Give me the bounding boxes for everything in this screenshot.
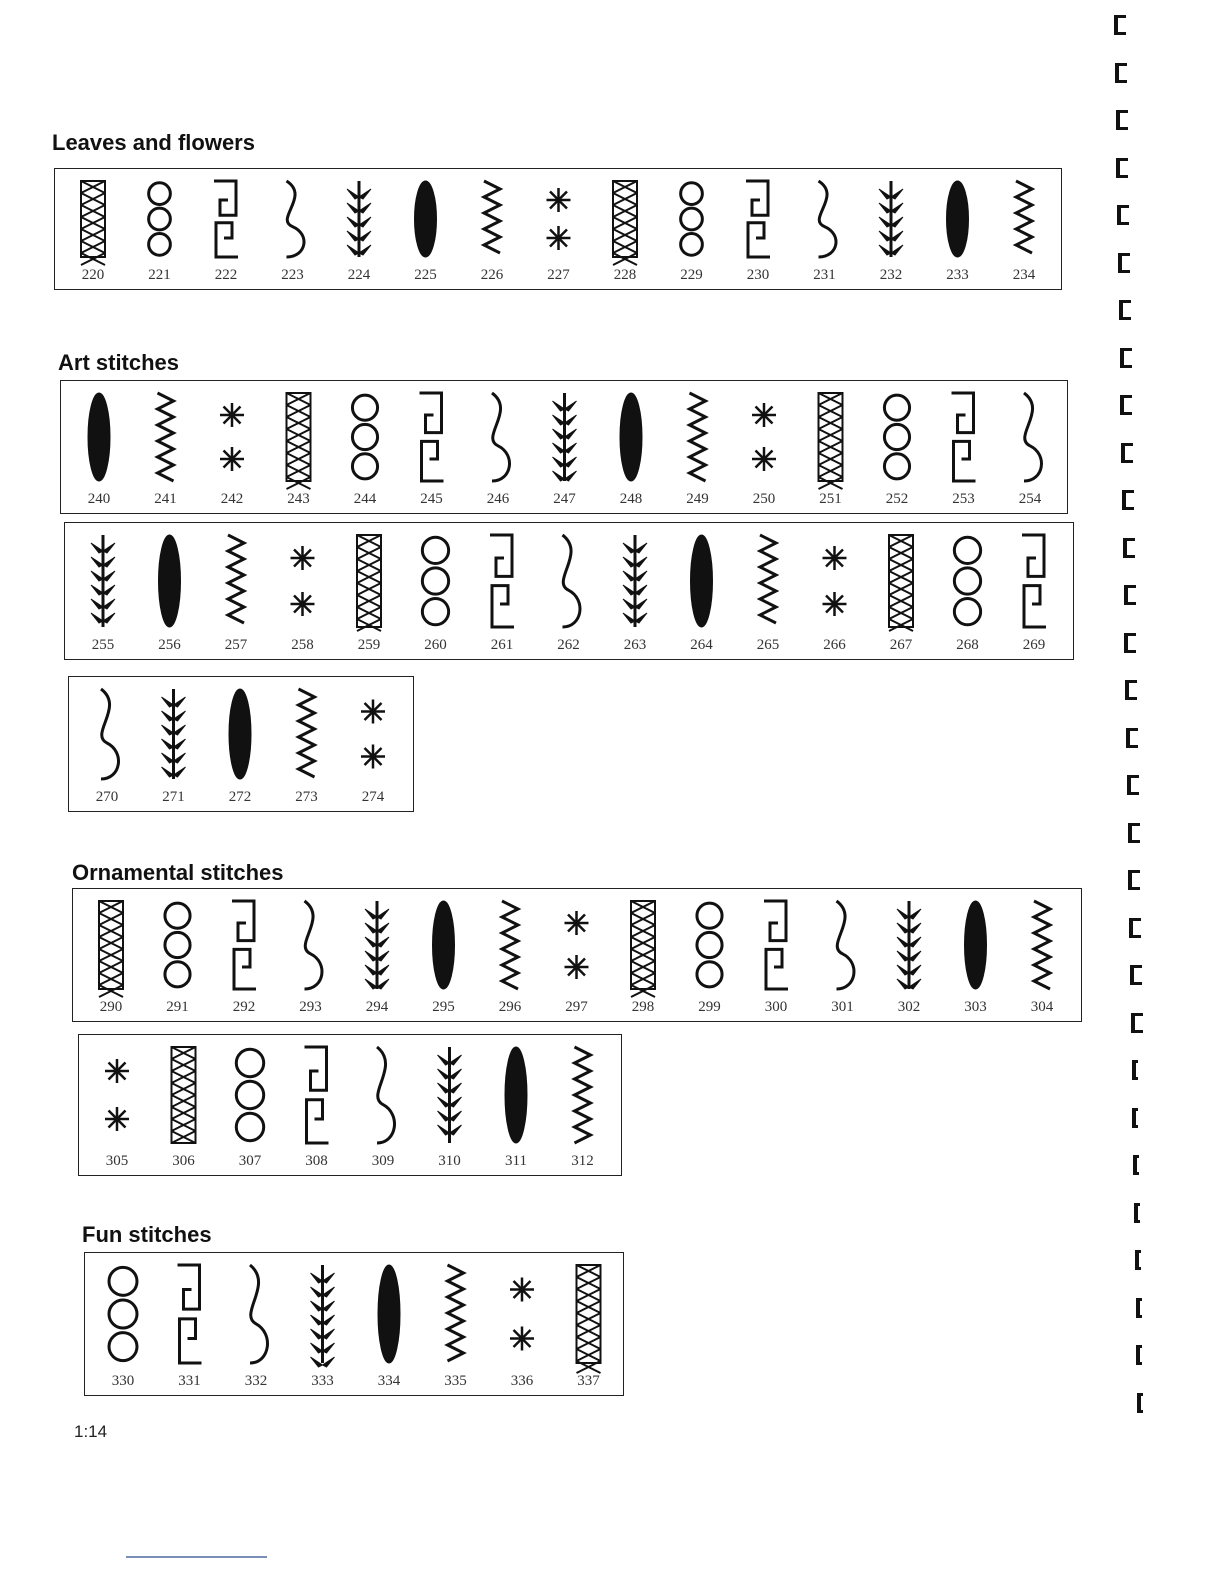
stitch-symbol-304 <box>1034 901 1050 989</box>
stitch-panel-fun <box>84 1252 624 1396</box>
stitch-symbol-221 <box>149 183 171 255</box>
stitch-symbol-226 <box>484 181 500 253</box>
stitch-number-311: 311 <box>505 1153 527 1169</box>
stitch-number-297: 297 <box>565 999 588 1015</box>
section-title-art-stitches: Art stitches <box>58 350 180 375</box>
stitch-symbol-266 <box>823 546 847 616</box>
stitch-number-240: 240 <box>87 491 111 507</box>
stitch-number-254: 254 <box>1018 491 1042 507</box>
stitch-number-232: 232 <box>879 267 903 283</box>
stitch-number-252: 252 <box>885 491 909 507</box>
stitch-symbol-306 <box>172 1047 196 1143</box>
stitch-symbol-248 <box>620 393 642 481</box>
stitch-number-330: 330 <box>111 1373 135 1389</box>
binding-mark <box>1124 585 1136 605</box>
stitch-number-230: 230 <box>746 267 770 283</box>
stitch-number-310: 310 <box>438 1153 461 1169</box>
stitch-symbol-225 <box>415 181 437 257</box>
binding-mark <box>1125 680 1137 700</box>
stitch-number-290: 290 <box>99 999 123 1015</box>
stitch-number-274: 274 <box>361 789 385 805</box>
stitch-symbol-234 <box>1016 181 1032 253</box>
stitch-number-220: 220 <box>81 267 105 283</box>
stitch-number-249: 249 <box>686 491 709 507</box>
stitch-number-256: 256 <box>158 637 181 653</box>
stitch-number-223: 223 <box>281 267 304 283</box>
stitch-symbol-271 <box>162 689 186 779</box>
stitch-symbol-274 <box>361 700 385 769</box>
binding-mark <box>1116 110 1128 130</box>
stitch-symbol-255 <box>91 535 115 627</box>
page-number: 1:14 <box>74 1422 108 1441</box>
stitch-symbol-244 <box>352 395 377 479</box>
binding-mark <box>1119 300 1131 320</box>
binding-mark <box>1121 443 1133 463</box>
stitch-number-243: 243 <box>287 491 310 507</box>
binding-mark <box>1115 63 1127 83</box>
stitch-symbol-300 <box>764 901 788 989</box>
stitch-number-268: 268 <box>956 637 979 653</box>
stitch-symbol-272 <box>229 689 251 779</box>
stitch-symbol-261 <box>490 535 514 627</box>
stitch-number-221: 221 <box>148 267 171 283</box>
stitch-symbol-223 <box>287 181 304 257</box>
stitch-number-234: 234 <box>1012 267 1036 283</box>
stitch-symbol-265 <box>760 535 776 623</box>
binding-edge-marks <box>1112 15 1152 1425</box>
stitch-symbol-251 <box>819 393 843 489</box>
stitch-symbol-292 <box>232 901 256 989</box>
stitch-symbol-222 <box>214 181 238 257</box>
stitch-number-251: 251 <box>819 491 842 507</box>
binding-mark <box>1127 775 1139 795</box>
stitch-number-305: 305 <box>105 1153 129 1169</box>
stitch-symbol-228 <box>613 181 637 265</box>
stitch-row-svg <box>69 677 413 811</box>
stitch-symbol-259 <box>357 535 381 631</box>
binding-mark <box>1135 1250 1141 1270</box>
stitch-number-291: 291 <box>166 999 189 1015</box>
stitch-number-293: 293 <box>299 999 322 1015</box>
stitch-number-337: 337 <box>577 1373 600 1389</box>
stitch-number-272: 272 <box>228 789 252 805</box>
stitch-symbol-331 <box>178 1265 202 1363</box>
stitch-number-306: 306 <box>172 1153 195 1169</box>
stitch-number-241: 241 <box>154 491 177 507</box>
stitch-number-265: 265 <box>756 637 780 653</box>
stitch-number-301: 301 <box>831 999 854 1015</box>
bottom-rule <box>126 1556 267 1558</box>
stitch-symbol-263 <box>623 535 647 627</box>
stitch-number-244: 244 <box>353 491 377 507</box>
stitch-number-292: 292 <box>232 999 256 1015</box>
stitch-row-svg <box>85 1253 623 1395</box>
stitch-number-271: 271 <box>162 789 185 805</box>
stitch-number-231: 231 <box>813 267 836 283</box>
stitch-number-257: 257 <box>224 637 248 653</box>
stitch-symbol-231 <box>819 181 836 257</box>
stitch-number-266: 266 <box>823 637 846 653</box>
stitch-number-262: 262 <box>557 637 580 653</box>
binding-mark <box>1133 1155 1139 1175</box>
stitch-number-312: 312 <box>571 1153 594 1169</box>
stitch-symbol-242 <box>220 403 244 471</box>
binding-mark <box>1117 205 1129 225</box>
stitch-number-255: 255 <box>91 637 115 653</box>
stitch-number-258: 258 <box>291 637 314 653</box>
binding-mark <box>1120 395 1132 415</box>
stitch-symbol-294 <box>365 901 389 989</box>
stitch-symbol-308 <box>305 1047 329 1143</box>
stitch-symbol-220 <box>81 181 105 265</box>
stitch-symbol-252 <box>884 395 909 479</box>
stitch-symbol-305 <box>105 1059 129 1131</box>
binding-mark <box>1126 728 1138 748</box>
binding-mark <box>1134 1203 1140 1223</box>
stitch-symbol-241 <box>158 393 174 481</box>
stitch-number-259: 259 <box>357 637 381 653</box>
binding-mark <box>1129 918 1141 938</box>
stitch-symbol-224 <box>347 181 371 257</box>
stitch-symbol-299 <box>697 903 722 987</box>
stitch-panel-leaves-flowers <box>54 168 1062 290</box>
stitch-number-296: 296 <box>498 999 522 1015</box>
stitch-number-246: 246 <box>486 491 510 507</box>
stitch-symbol-270 <box>101 689 118 779</box>
stitch-number-227: 227 <box>547 267 570 283</box>
stitch-symbol-229 <box>681 183 703 255</box>
stitch-number-331: 331 <box>178 1373 201 1389</box>
stitch-symbol-249 <box>690 393 706 481</box>
section-title-leaves-and-flowers: Leaves and flowers <box>52 130 255 155</box>
stitch-number-247: 247 <box>553 491 576 507</box>
stitch-symbol-302 <box>897 901 921 989</box>
stitch-number-226: 226 <box>480 267 504 283</box>
stitch-panel-art-row2 <box>64 522 1074 660</box>
binding-mark <box>1118 253 1130 273</box>
stitch-symbol-247 <box>553 393 577 481</box>
stitch-symbol-240 <box>88 393 110 481</box>
stitch-symbol-295 <box>433 901 455 989</box>
stitch-symbol-227 <box>547 188 571 250</box>
stitch-number-228: 228 <box>613 267 637 283</box>
binding-mark <box>1131 1013 1143 1033</box>
stitch-symbol-257 <box>228 535 244 623</box>
stitch-symbol-290 <box>99 901 123 997</box>
stitch-symbol-303 <box>965 901 987 989</box>
stitch-symbol-269 <box>1022 535 1046 627</box>
stitch-symbol-310 <box>438 1047 462 1143</box>
stitch-number-253: 253 <box>952 491 975 507</box>
stitch-symbol-262 <box>563 535 580 627</box>
binding-mark <box>1132 1108 1138 1128</box>
stitch-row-svg <box>73 889 1081 1021</box>
stitch-symbol-312 <box>575 1047 591 1143</box>
stitch-symbol-307 <box>236 1049 263 1140</box>
stitch-row-svg <box>61 381 1067 513</box>
binding-mark <box>1124 633 1136 653</box>
stitch-symbol-335 <box>448 1265 464 1361</box>
stitch-panel-art-row3 <box>68 676 414 812</box>
stitch-row-svg <box>55 169 1061 289</box>
stitch-panel-ornamental-row2 <box>78 1034 622 1176</box>
stitch-symbol-337 <box>577 1265 601 1373</box>
stitch-number-302: 302 <box>897 999 921 1015</box>
stitch-number-299: 299 <box>698 999 721 1015</box>
stitch-symbol-332 <box>250 1265 267 1363</box>
binding-mark <box>1116 158 1128 178</box>
stitch-number-334: 334 <box>377 1373 401 1389</box>
stitch-symbol-233 <box>947 181 969 257</box>
stitch-symbol-245 <box>420 393 444 481</box>
stitch-number-264: 264 <box>690 637 713 653</box>
stitch-number-267: 267 <box>889 637 913 653</box>
stitch-number-295: 295 <box>432 999 455 1015</box>
stitch-number-335: 335 <box>444 1373 467 1389</box>
stitch-panel-art-row1 <box>60 380 1068 514</box>
binding-mark <box>1128 823 1140 843</box>
stitch-number-336: 336 <box>510 1373 534 1389</box>
stitch-number-250: 250 <box>752 491 776 507</box>
stitch-number-248: 248 <box>619 491 643 507</box>
stitch-symbol-256 <box>159 535 181 627</box>
stitch-symbol-253 <box>952 393 976 481</box>
stitch-number-225: 225 <box>414 267 437 283</box>
stitch-symbol-334 <box>378 1265 400 1363</box>
stitch-number-269: 269 <box>1022 637 1046 653</box>
stitch-number-303: 303 <box>964 999 987 1015</box>
stitch-number-332: 332 <box>244 1373 268 1389</box>
stitch-number-300: 300 <box>764 999 788 1015</box>
stitch-symbol-333 <box>311 1265 335 1367</box>
stitch-symbol-330 <box>109 1267 137 1360</box>
stitch-number-242: 242 <box>220 491 244 507</box>
stitch-number-245: 245 <box>420 491 443 507</box>
binding-mark <box>1122 490 1134 510</box>
stitch-number-294: 294 <box>365 999 389 1015</box>
stitch-symbol-336 <box>510 1278 534 1351</box>
stitch-symbol-260 <box>422 537 448 625</box>
stitch-number-333: 333 <box>311 1373 334 1389</box>
stitch-symbol-264 <box>691 535 713 627</box>
stitch-symbol-293 <box>305 901 322 989</box>
stitch-symbol-309 <box>377 1047 394 1143</box>
stitch-number-229: 229 <box>680 267 703 283</box>
stitch-symbol-254 <box>1024 393 1041 481</box>
stitch-number-298: 298 <box>631 999 655 1015</box>
stitch-number-261: 261 <box>490 637 514 653</box>
stitch-symbol-230 <box>746 181 770 257</box>
stitch-symbol-273 <box>299 689 315 777</box>
binding-mark <box>1128 870 1140 890</box>
binding-mark <box>1130 965 1142 985</box>
stitch-number-273: 273 <box>295 789 318 805</box>
stitch-symbol-297 <box>565 911 589 979</box>
stitch-symbol-250 <box>752 403 776 471</box>
stitch-number-224: 224 <box>347 267 371 283</box>
binding-mark <box>1114 15 1126 35</box>
section-title-ornamental-stitches: Ornamental stitches <box>72 860 284 885</box>
stitch-symbol-246 <box>492 393 509 481</box>
stitch-number-260: 260 <box>424 637 447 653</box>
binding-mark <box>1136 1298 1142 1318</box>
stitch-symbol-232 <box>879 181 903 257</box>
binding-mark <box>1136 1345 1142 1365</box>
stitch-symbol-243 <box>287 393 311 489</box>
stitch-symbol-311 <box>505 1047 527 1143</box>
stitch-symbol-291 <box>165 903 190 987</box>
stitch-number-307: 307 <box>238 1153 262 1169</box>
stitch-panel-ornamental-row1 <box>72 888 1082 1022</box>
stitch-symbol-267 <box>889 535 913 631</box>
stitch-symbol-301 <box>837 901 854 989</box>
stitch-number-222: 222 <box>214 267 238 283</box>
stitch-number-233: 233 <box>946 267 969 283</box>
stitch-row-svg <box>79 1035 621 1175</box>
binding-mark <box>1132 1060 1138 1080</box>
stitch-number-263: 263 <box>623 637 647 653</box>
stitch-number-270: 270 <box>95 789 119 805</box>
binding-mark <box>1123 538 1135 558</box>
stitch-row-svg <box>65 523 1073 659</box>
stitch-symbol-296 <box>502 901 518 989</box>
section-title-fun-stitches: Fun stitches <box>82 1222 212 1247</box>
stitch-number-304: 304 <box>1030 999 1054 1015</box>
binding-mark <box>1137 1393 1143 1413</box>
stitch-symbol-268 <box>954 537 980 625</box>
stitch-symbol-258 <box>291 546 315 616</box>
stitch-number-308: 308 <box>305 1153 328 1169</box>
binding-mark <box>1120 348 1132 368</box>
stitch-symbol-298 <box>631 901 655 997</box>
stitch-number-309: 309 <box>371 1153 395 1169</box>
